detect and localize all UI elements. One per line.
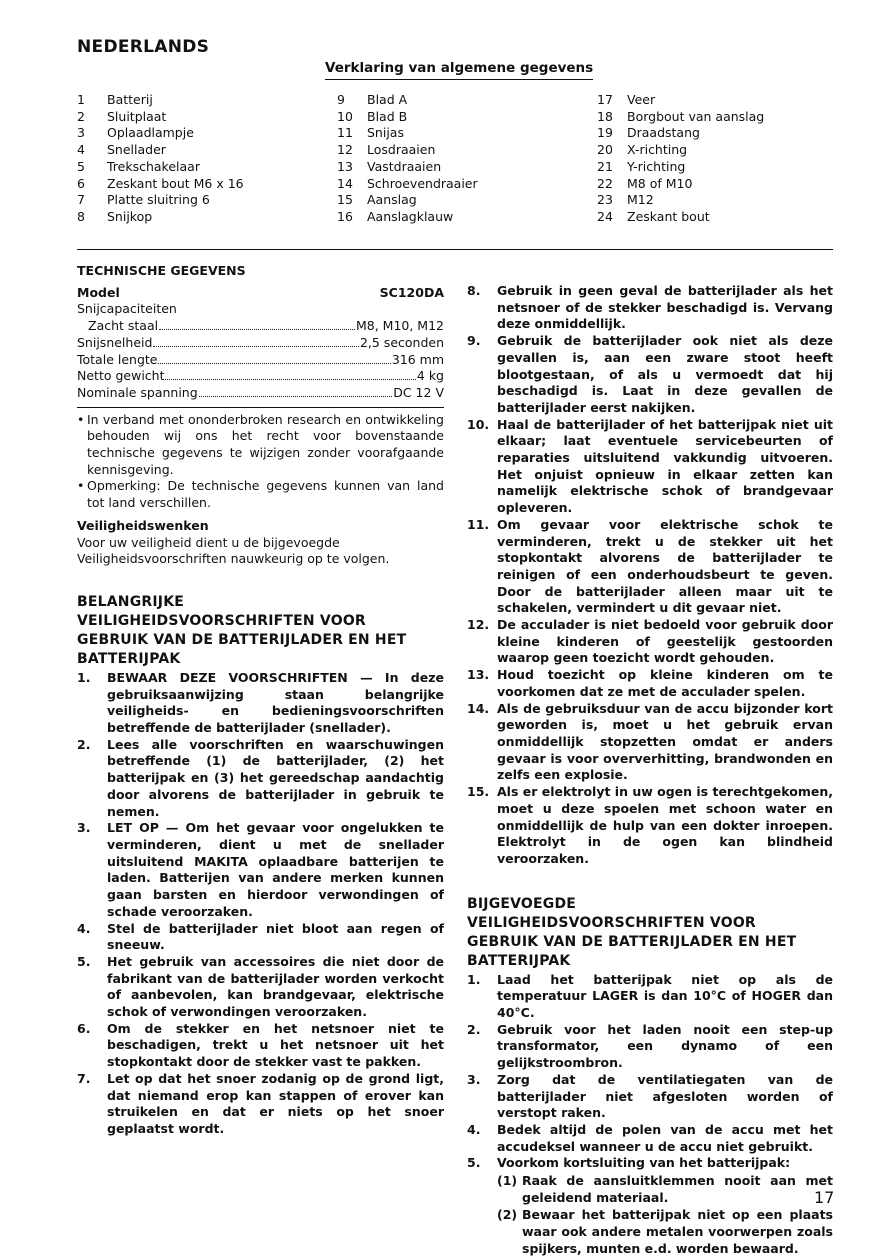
legend-item [77,109,244,126]
item-text: Haal de batterijlader of het batterijpak niet uit elkaar; laat eventuele servicebeurten of reparaties uitsluitend vakkundig uitvoeren. Het onjuist opnieuw in elkaar zetten kan namelijk elektrische schok of brandgevaar opleveren. [497,416,833,516]
legend-number: 8 [77,208,85,224]
legend-label: Trekschakelaar [107,158,200,174]
section-heading [467,895,833,971]
legend-number: 18 [597,108,613,124]
item-text: Lees alle voorschriften en waarschuwingen betreffende (1) de batterijlader, (2) het batterijpak en (3) het gereedschap aandachtig door alvorens de batterijlader in gebruik te nemen. [107,736,444,819]
legend-label: Zeskant bout M6 x 16 [107,175,244,191]
list-item [77,737,444,821]
spec-value: 2,5 seconden [359,334,444,350]
legend-item [597,192,764,209]
legend-item [77,192,244,209]
legend-number: 19 [597,125,613,141]
spec-label: Totale lengte [77,351,158,367]
item-text: Bewaar het batterijpak niet op een plaats waar ook andere metalen voorwerpen zoals spijkers, munten e.d. worden bewaard. [522,1207,833,1256]
legend-number: 9 [337,92,345,107]
legend-item [77,159,244,176]
legend-label: Snijas [367,125,404,141]
legend-number: 15 [337,192,353,208]
legend-label: Oplaadlampje [107,125,194,141]
legend-label: Zeskant bout [627,208,710,224]
left-column [77,263,444,1138]
item-number: 1. [467,971,481,987]
tech-heading: TECHNISCHE GEGEVENS [77,263,246,278]
language-heading: NEDERLANDS [77,37,210,57]
list-item [77,820,444,920]
item-text: BEWAAR DEZE VOORSCHRIFTEN — In deze gebruiksaanwijzing staan belangrijke veiligheids- en bedieningsvoorschriften betreffende de batterijlader (snellader). [107,669,444,736]
list-item [467,784,833,868]
legend-number: 17 [597,92,613,107]
legend-label: Sluitplaat [107,108,167,124]
item-number: 11. [467,516,490,532]
legend-label: Blad B [367,108,408,124]
item-number: 1. [77,669,91,685]
divider [77,407,444,408]
legend-item [597,109,764,126]
item-text: Gebruik in geen geval de batterijlader als het netsnoer of de stekker beschadigd is. Vervang deze onmiddellijk. [497,283,833,332]
heading-line: BATTERIJPAK [77,650,181,667]
item-text: Gebruik voor het laden nooit een step-up transformator, een dynamo of een gelijkstroombron. [497,1021,833,1071]
item-number: 12. [467,617,490,633]
spec-row-speed [77,335,444,352]
legend-label: Snellader [107,142,166,158]
legend-label: M8 of M10 [627,175,693,191]
list-item [467,333,833,417]
legend-number: 4 [77,142,85,158]
item-text: LET OP — Om het gevaar voor ongelukken te verminderen, dient u met de snellader uitsluitend MAKITA oplaadbare batterijen te laden. Batterijen van andere merken kunnen gaan barsten en hierdoor verwondingen of schade veroorzaken. [107,820,444,919]
spec-row-capacity [77,301,444,318]
legend-item [597,209,764,226]
list-item [467,1155,833,1172]
item-number: 4. [467,1121,481,1137]
right-column [467,283,833,1258]
spec-value: M8, M10, M12 [355,318,444,334]
list-item [77,670,444,737]
legend-label: Aanslagklauw [367,208,454,224]
list-item [467,667,833,700]
item-number: 3. [77,820,91,836]
spec-value: DC 12 V [393,384,444,400]
legend-number: 23 [597,192,613,208]
legend-number: 3 [77,125,85,141]
item-number: 5. [467,1155,481,1171]
item-text: Het gebruik van accessoires die niet door de fabrikant van de batterijlader worden verkocht of aanbevolen, kan brandgevaar, elektrische schok of verwondingen veroorzaken. [107,953,444,1020]
item-text: Let op dat het snoer zodanig op de grond ligt, dat niemand erop kan stappen of erover kan struikelen en dat er niets op het snoer geplaatst wordt. [107,1070,444,1136]
note-item [77,412,444,479]
heading-line: BELANGRIJKE [77,593,185,610]
note-text: Opmerking: De technische gegevens kunnen van land tot land verschillen. [87,478,444,511]
list-item [467,1207,833,1257]
legend-number: 21 [597,158,613,174]
legend-number: 13 [337,158,353,174]
spec-row-soft-steel [77,318,444,335]
spec-label: Nominale spanning [77,384,198,400]
legend-item [77,92,244,109]
legend-label: X-richting [627,142,688,158]
legend-item [597,142,764,159]
legend-number: 22 [597,175,613,191]
item-text: Om gevaar voor elektrische schok te verminderen, trekt u de stekker uit het stopkontakt alvorens de batterijlader te reinigen of een onderhoudsbeurt te geven. Door de batterijlader alleen maar uit te schakelen, vermindert u dit gevaar niet. [497,516,833,616]
legend-item [77,142,244,159]
heading-line: BIJGEVOEGDE [467,895,577,912]
item-text: Raak de aansluitklemmen nooit aan met geleidend materiaal. [522,1173,833,1205]
spec-label: Netto gewicht [77,368,165,384]
legend-label: Batterij [107,92,153,107]
heading-line: GEBRUIK VAN DE BATTERIJLADER EN HET [467,933,797,950]
spec-label: Snijsnelheid [77,334,153,350]
legend-number: 16 [337,208,353,224]
legend-title: Verklaring van algemene gegevens [325,60,593,80]
legend-number: 14 [337,175,353,191]
bullet-icon: • [77,478,85,494]
spec-value: 316 mm [391,351,444,367]
bullet-icon: • [77,411,85,427]
legend-number: 12 [337,142,353,158]
legend-label: Borgbout van aanslag [627,108,765,124]
list-item [467,617,833,667]
heading-line: VEILIGHEIDSVOORSCHRIFTEN VOOR [467,914,756,931]
list-item [467,1072,833,1122]
legend-item [337,192,478,209]
spec-row-length [77,352,444,369]
legend-label: Aanslag [367,192,417,208]
legend-number: 11 [337,125,353,141]
numbered-list [77,670,444,1138]
item-number: (1) [497,1173,518,1189]
numbered-list [467,972,833,1258]
spec-value: SC120DA [379,284,444,300]
list-item [467,517,833,617]
legend-item [77,125,244,142]
item-number: 8. [467,283,481,298]
legend-column-3 [597,92,764,226]
legend-label: M12 [627,192,654,208]
list-item [467,972,833,1022]
legend-item [337,109,478,126]
legend-item [597,159,764,176]
list-item [77,1071,444,1138]
item-number: 5. [77,953,91,969]
legend-item [597,125,764,142]
item-text: Om de stekker en het netsnoer niet te beschadigen, trekt u het netsnoer uit het stopkontakt door de stekker vast te pakken. [107,1020,444,1070]
safety-text: Voor uw veiligheid dient u de bijgevoegde Veiligheidsvoorschriften nauwkeurig op te volgen. [77,534,390,567]
legend-label: Blad A [367,92,408,107]
spec-label: Snijcapaciteiten [77,301,177,317]
item-number: 2. [467,1021,481,1037]
item-number: 4. [77,920,91,936]
item-text: Stel de batterijlader niet bloot aan regen of sneeuw. [107,920,444,953]
item-number: 15. [467,784,490,800]
legend-label: Y-richting [627,158,686,174]
spec-row-voltage [77,385,444,402]
legend-item [337,176,478,193]
item-text: Als er elektrolyt in uw ogen is terechtgekomen, moet u deze spoelen met schoon water en onmiddellijk de hulp van een dokter inroepen. Elektrolyt in de ogen kan blindheid veroorzaken. [497,784,833,866]
legend-item [77,176,244,193]
list-item [77,1021,444,1071]
heading-line: BATTERIJPAK [467,952,571,969]
list-item [467,417,833,517]
heading-line: VEILIGHEIDSVOORSCHRIFTEN VOOR [77,612,366,629]
item-number: 14. [467,700,490,716]
spec-value: 4 kg [416,368,444,384]
legend-item [337,125,478,142]
legend-item [337,159,478,176]
item-text: De acculader is niet bedoeld voor gebruik door kleine kinderen of geestelijk gestoorden waarop geen toezicht wordt gehouden. [497,617,833,666]
item-text: Voorkom kortsluiting van het batterijpak: [497,1155,791,1171]
spec-label: Zacht staal [88,318,159,334]
item-number: 13. [467,667,490,683]
legend-item [337,209,478,226]
legend-number: 2 [77,108,85,124]
item-number: (2) [497,1207,518,1223]
item-number: 3. [467,1071,481,1087]
item-text: Als de gebruiksduur van de accu bijzonder kort geworden is, moet u het gebruik ervan onmiddellijk stopzetten omdat er anders gevaar is voor oververhitting, brandwonden en zelfs een explosie. [497,700,833,783]
item-number: 2. [77,736,91,752]
legend-item [337,92,478,109]
divider [77,249,833,250]
legend-number: 20 [597,142,613,158]
item-number: 6. [77,1020,91,1036]
item-text: Houd toezicht op kleine kinderen om te voorkomen dat ze met de acculader spelen. [497,667,833,699]
legend-label: Losdraaien [367,142,436,158]
safety-heading: Veiligheidswenken [77,517,209,533]
item-number: 7. [77,1070,91,1086]
spec-label: Model [77,284,120,300]
legend-item [77,209,244,226]
legend-number: 6 [77,175,85,191]
list-item [467,701,833,785]
legend-item [337,142,478,159]
list-item [467,1173,833,1206]
legend-item [597,176,764,193]
legend-label: Draadstang [627,125,700,141]
legend-number: 24 [597,208,613,224]
list-item [467,283,833,333]
note-item [77,478,444,511]
legend-column-1 [77,92,244,226]
spec-row-model [77,285,444,302]
spec-row-weight [77,368,444,385]
section-heading [77,593,444,669]
item-text: Bedek altijd de polen van de accu met het accudeksel wanneer u de accu niet gebruikt. [497,1121,833,1154]
legend-item [597,92,764,109]
list-item [467,1022,833,1072]
item-number: 9. [467,333,481,349]
list-item [77,954,444,1021]
legend-label: Veer [627,92,656,107]
item-text: Gebruik de batterijlader ook niet als deze gevallen is, aan een zware stoot heeft blootgestaan, of als u vermoedt dat hij beschadigd is. Laat in deze gevallen de batterijlader eerst nakijken. [497,333,833,415]
legend-column-2 [337,92,478,226]
page-number: 17 [814,1188,835,1207]
legend-number: 5 [77,158,85,174]
item-text: Zorg dat de ventilatiegaten van de batterijlader niet afgesloten worden of verstopt raken. [497,1071,833,1121]
item-number: 10. [467,416,490,432]
list-item [77,921,444,954]
legend-label: Platte sluitring 6 [107,192,210,208]
spec-table [77,285,444,402]
legend-number: 1 [77,92,85,107]
legend-label: Snijkop [107,208,153,224]
item-text: Laad het batterijpak niet op als de temperatuur LAGER is dan 10°C of HOGER dan 40°C. [497,971,833,1021]
numbered-list [467,283,833,868]
legend-label: Vastdraaien [367,158,442,174]
note-text: In verband met ononderbroken research en ontwikkeling behouden wij ons het recht voor bovenstaande technische gegevens te wijzigen zonder voorafgaande kennisgeving. [87,411,444,477]
legend-label: Schroevendraaier [367,175,478,191]
list-item [467,1122,833,1155]
heading-line: GEBRUIK VAN DE BATTERIJLADER EN HET [77,631,407,648]
legend-number: 10 [337,108,353,124]
legend-number: 7 [77,192,85,208]
